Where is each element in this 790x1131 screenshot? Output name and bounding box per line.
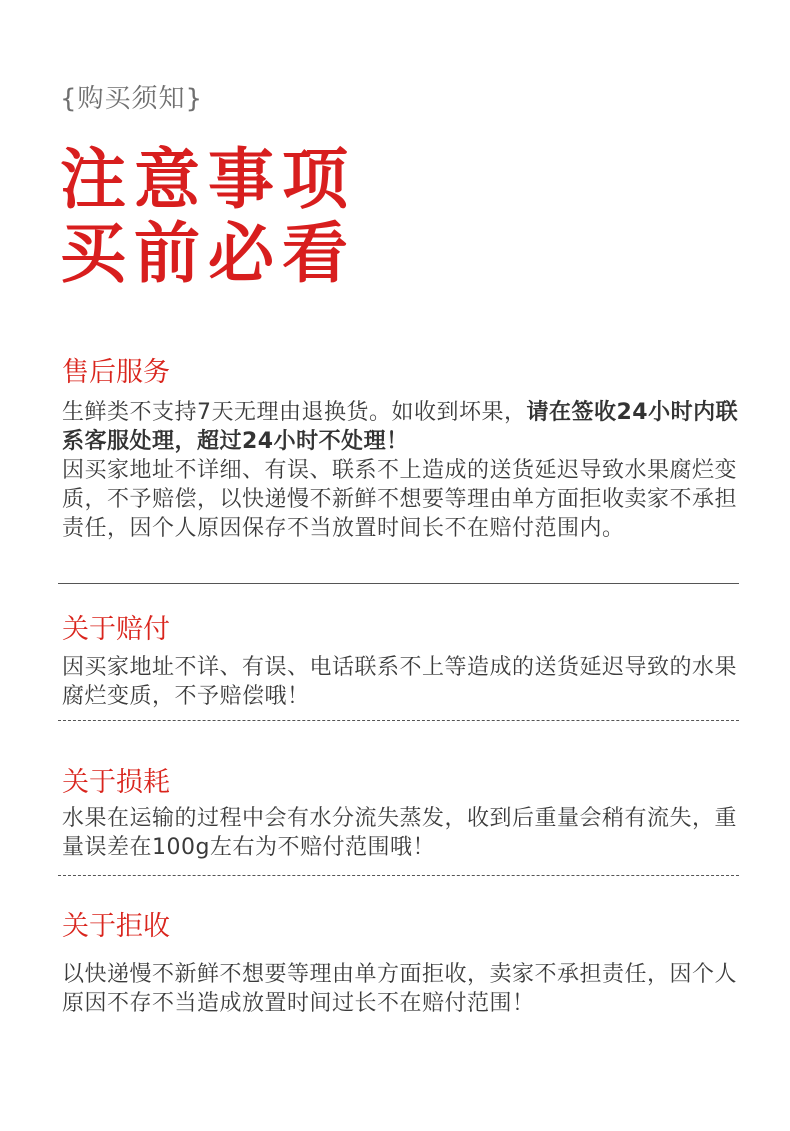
after-sales-emphasis: 请在签收24小时内联系客服处理，超过24小时不处理！ — [62, 400, 739, 454]
section-divider-solid — [58, 583, 739, 584]
section-title-compensation: 关于赔付 — [62, 614, 170, 645]
section-body-after-sales — [62, 398, 740, 543]
section-divider-dashed-2 — [58, 875, 739, 876]
headline-line-2: 买前必看 — [60, 215, 356, 292]
section-body-compensation: 因买家地址不详、有误、电话联系不上等造成的送货延迟导致的水果腐烂变质，不予赔偿哦！ — [62, 655, 738, 709]
section-title-loss: 关于损耗 — [62, 767, 170, 798]
section-title-after-sales: 售后服务 — [62, 357, 170, 388]
section-body-rejection: 以快递慢不新鲜不想要等理由单方面拒收，卖家不承担责任，因个人原因不存不当造成放置时间过长不在赔付范围！ — [62, 962, 738, 1016]
after-sales-paragraph-2: 因买家地址不详细、有误、联系不上造成的送货延迟导致水果腐烂变质，不予赔偿，以快递慢不新鲜不想要等理由单方面拒收卖家不承担责任，因个人原因保存不当放置时间长不在赔付范围内。 — [62, 458, 738, 541]
section-body-loss: 水果在运输的过程中会有水分流失蒸发，收到后重量会稍有流失，重量误差在100g左右为不赔付范围哦！ — [62, 806, 738, 860]
after-sales-paragraph-1 — [62, 398, 740, 456]
headline-line-1: 注意事项 — [60, 141, 356, 218]
section-title-rejection: 关于拒收 — [62, 911, 170, 942]
after-sales-text: 生鲜类不支持7天无理由退换货。如收到坏果， — [62, 400, 527, 425]
section-divider-dashed-1 — [58, 720, 739, 721]
purchase-notice-kicker: {购买须知} — [60, 84, 204, 114]
